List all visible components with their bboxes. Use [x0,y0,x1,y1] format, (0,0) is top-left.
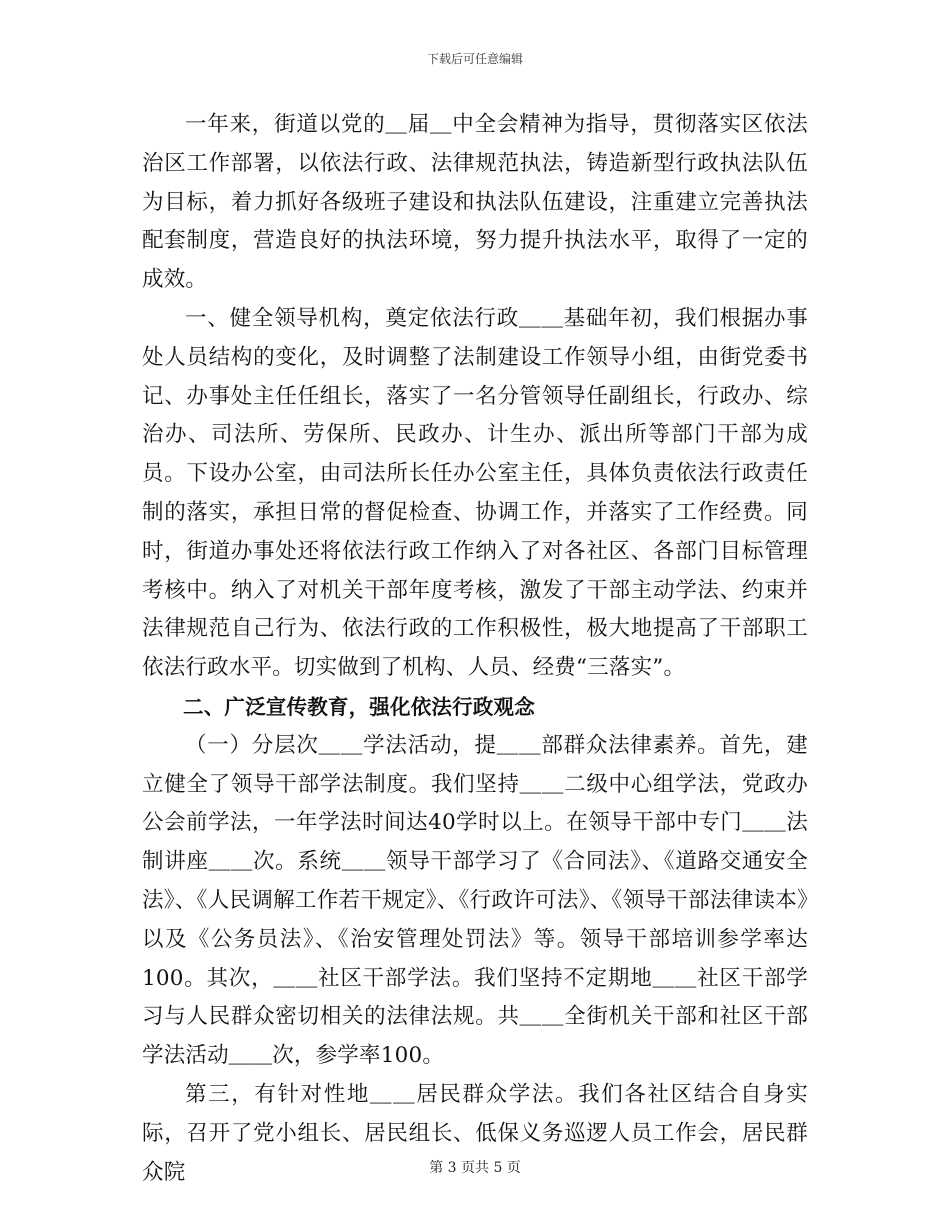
document-body [142,106,808,1192]
paragraph-third: 第三，有针对性地＿＿居民群众学法。我们各社区结合自身实际，召开了党小组长、居民组长、低保义务巡逻人员工作会，居民群众院 [142,1081,808,1185]
page-footer: 第 3 页共 5 页 [429,1160,521,1176]
paragraph-section-1: 一、健全领导机构，奠定依法行政＿＿基础年初，我们根据办事处人员结构的变化，及时调整了法制建设工作领导小组，由街党委书记、办事处主任任组长，落实了一名分管领导任副组长，行政办、综治办、司法所、劳保所、民政办、计生办、派出所等部门干部为成员。下设办公室，由司法所长任办公室主任，具体负责依法行政责任制的落实，承担日常的督促检查、协调工作，并落实了工作经费。同时，街道办事处还将依法行政工作纳入了对各社区、各部门目标管理考核中。纳入了对机关干部年度考核，激发了干部主动学法、约束并法律规范自己行为、依法行政的工作积极性，极大地提高了干部职工依法行政水平。切实做到了机构、人员、经费“三落实”。 [142,305,808,681]
paragraph-subsection-1: （一）分层次＿＿学法活动，提＿＿部群众法律素养。首先，建立健全了领导干部学法制度。我们坚持＿＿二级中心组学法，党政办公会前学法，一年学法时间达40学时以上。在领导干部中专门＿＿法制讲座＿＿次。系统＿＿领导干部学习了《合同法》、《道路交通安全法》、《人民调解工作若干规定》、《行政许可法》、《领导干部法律读本》以及《公务员法》、《治安管理处罚法》等。领导干部培训参学率达100。其次，＿＿社区干部学法。我们坚持不定期地＿＿社区干部学习与人民群众密切相关的法律法规。共＿＿全街机关干部和社区干部学法活动＿＿次，参学率100。 [142,732,808,1069]
page-header: 下载后可任意编辑 [426,52,523,66]
paragraph-intro: 一年来，街道以党的＿届＿中全会精神为指导，贯彻落实区依法治区工作部署，以依法行政、法律规范执法，铸造新型行政执法队伍为目标，着力抓好各级班子建设和执法队伍建设，注重建立完善执法配套制度，营造良好的执法环境，努力提升执法水平，取得了一定的成效。 [142,112,808,293]
section-heading-2: 二、广泛宣传教育，强化依法行政观念 [183,694,535,719]
